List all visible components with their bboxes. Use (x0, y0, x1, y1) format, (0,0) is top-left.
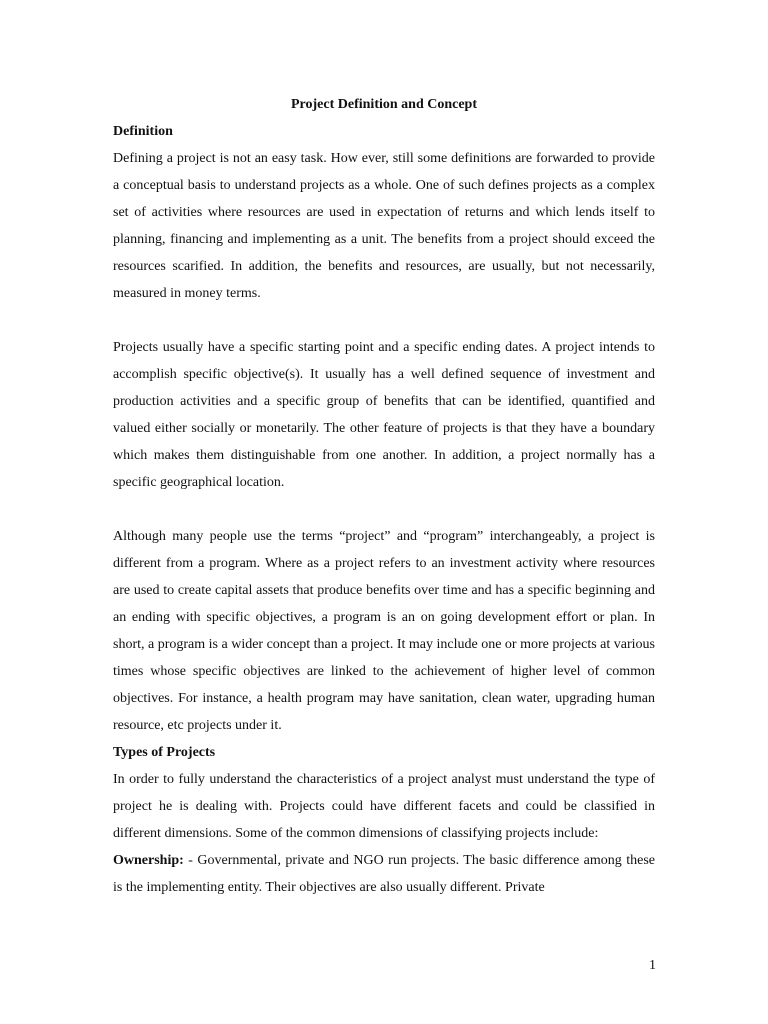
types-heading: Types of Projects (113, 745, 216, 760)
document-title: Project Definition and Concept (291, 97, 477, 112)
paragraph-spacer (113, 496, 655, 523)
project-features-paragraph: Projects usually have a specific starting point and a specific ending dates. A project intends to accomplish specific objective(s). It usually has a well defined sequence of investment and production activities and a specific group of benefits that can be identified, quantified and valued either socially or monetarily. The other feature of projects is that they have a boundary which makes them distinguishable from one another. In addition, a project normally has a specific geographical location. (113, 340, 655, 490)
definition-paragraph: Defining a project is not an easy task. How ever, still some definitions are forwarded to provide a conceptual basis to understand projects as a whole. One of such defines projects as a complex set of activities where resources are used in expectation of returns and which lends itself to planning, financing and implementing as a unit. The benefits from a project should exceed the resources scarified. In addition, the benefits and resources, are usually, but not necessarily, measured in money terms. (113, 151, 655, 301)
document-body (113, 91, 655, 901)
paragraph-spacer (113, 307, 655, 334)
definition-heading: Definition (113, 124, 173, 139)
project-vs-program-paragraph: Although many people use the terms “project” and “program” interchangeably, a project is different from a program. Where as a project refers to an investment activity where resources are used to create capital assets that produce benefits over time and has a specific beginning and an ending with specific objectives, a program is an on going development effort or plan. In short, a program is a wider concept than a project. It may include one or more projects at various times whose specific objectives are linked to the achievement of higher level of common objectives. For instance, a health program may have sanitation, clean water, upgrading human resource, etc projects under it. (113, 529, 655, 733)
ownership-paragraph (113, 847, 655, 901)
types-paragraph: In order to fully understand the characteristics of a project analyst must understand the type of project he is dealing with. Projects could have different facets and could be classified in different dimensions. Some of the common dimensions of classifying projects include: (113, 772, 655, 841)
ownership-label: Ownership: (113, 853, 184, 868)
page-number: 1 (649, 958, 656, 973)
ownership-text: - Governmental, private and NGO run projects. The basic difference among these is the implementing entity. Their objectives are also usually different. Private (113, 853, 655, 895)
